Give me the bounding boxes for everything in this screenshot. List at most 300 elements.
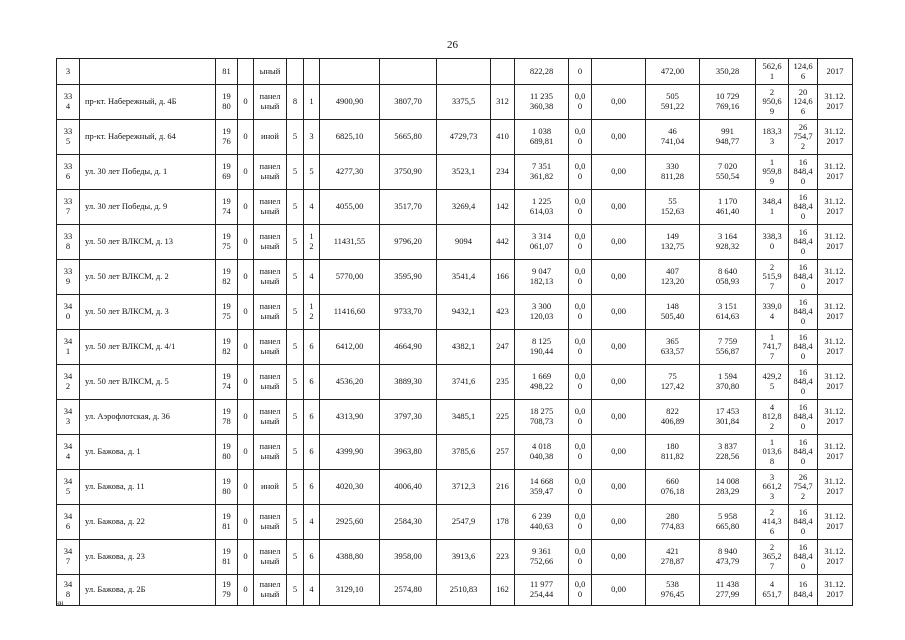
cell-residential-area: 4729,73 — [437, 120, 491, 155]
cell-fund-funds: 0,00 — [592, 505, 646, 540]
cell-year-reconstructed: 0 — [238, 225, 254, 260]
table-row — [57, 120, 853, 155]
cell-year-built: 19 74 — [216, 365, 238, 400]
cell-address: ул. Бажова, д. 11 — [80, 470, 216, 505]
cell-living-area: 4006,40 — [380, 470, 437, 505]
cell-address — [80, 59, 216, 85]
cell-total-cost: 4 018 040,38 — [515, 435, 569, 470]
cell-living-area: 3595,90 — [380, 260, 437, 295]
cell-living-area: 4664,90 — [380, 330, 437, 365]
cell-other-funds: 0,0 0 — [569, 330, 592, 365]
cell-row-number: 34 8 — [57, 575, 80, 606]
cell-residents: 247 — [491, 330, 515, 365]
cell-total-cost: 3 314 061,07 — [515, 225, 569, 260]
cell-year-reconstructed: 0 — [238, 575, 254, 606]
cell-wall-material: панел ьный — [254, 260, 287, 295]
cell-residential-area: 4382,1 — [437, 330, 491, 365]
cell-floors: 5 — [287, 365, 304, 400]
footer-mark: нн — [56, 599, 64, 607]
cell-owner-funds: 14 008 283,29 — [700, 470, 756, 505]
cell-total-area: 5770,00 — [320, 260, 380, 295]
page-number: 26 — [447, 39, 458, 51]
cell-row-number: 33 7 — [57, 190, 80, 225]
cell-row-number: 33 5 — [57, 120, 80, 155]
cell-total-area: 4900,90 — [320, 85, 380, 120]
cell-residential-area: 3741,6 — [437, 365, 491, 400]
cell-row-number: 33 6 — [57, 155, 80, 190]
cell-owner-funds: 8 640 058,93 — [700, 260, 756, 295]
cell-wall-material: панел ьный — [254, 295, 287, 330]
cell-entrances: 1 2 — [304, 295, 320, 330]
cell-fund-funds: 0,00 — [592, 260, 646, 295]
cell-regional-funds: 421 278,87 — [646, 540, 700, 575]
cell-residential-area: 3485,1 — [437, 400, 491, 435]
cell-total-cost: 3 300 120,03 — [515, 295, 569, 330]
cell-residents: 312 — [491, 85, 515, 120]
cell-fund-funds: 0,00 — [592, 120, 646, 155]
cell-year-built: 19 79 — [216, 575, 238, 606]
cell-fund-funds: 0,00 — [592, 400, 646, 435]
cell-deadline: 31.12. 2017 — [818, 435, 853, 470]
cell-owner-funds: 1 594 370,80 — [700, 365, 756, 400]
cell-address: ул. 50 лет ВЛКСМ, д. 2 — [80, 260, 216, 295]
cell-cost-per-sqm: 183,3 3 — [756, 120, 789, 155]
cell-owner-funds: 991 948,77 — [700, 120, 756, 155]
cell-owner-funds: 17 453 301,84 — [700, 400, 756, 435]
cell-max-cost-per-sqm: 16 848,4 — [789, 575, 818, 606]
table-row — [57, 260, 853, 295]
cell-deadline: 31.12. 2017 — [818, 85, 853, 120]
cell-residents: 410 — [491, 120, 515, 155]
cell-cost-per-sqm: 2 515,9 7 — [756, 260, 789, 295]
cell-year-built: 19 75 — [216, 295, 238, 330]
cell-fund-funds: 0,00 — [592, 435, 646, 470]
cell-living-area — [380, 59, 437, 85]
cell-year-reconstructed: 0 — [238, 120, 254, 155]
table-row — [57, 470, 853, 505]
cell-floors: 5 — [287, 225, 304, 260]
cell-living-area: 5665,80 — [380, 120, 437, 155]
cell-total-area: 4277,30 — [320, 155, 380, 190]
cell-total-cost: 11 977 254,44 — [515, 575, 569, 606]
cell-owner-funds: 7 759 556,87 — [700, 330, 756, 365]
cell-max-cost-per-sqm: 26 754,7 2 — [789, 120, 818, 155]
cell-deadline: 31.12. 2017 — [818, 295, 853, 330]
cell-cost-per-sqm: 3 661,2 3 — [756, 470, 789, 505]
cell-floors: 5 — [287, 575, 304, 606]
cell-deadline: 31.12. 2017 — [818, 155, 853, 190]
cell-living-area: 3889,30 — [380, 365, 437, 400]
cell-other-funds: 0,0 0 — [569, 155, 592, 190]
table-row — [57, 225, 853, 260]
cell-address: пр-кт. Набережный, д. 4Б — [80, 85, 216, 120]
cell-residents: 162 — [491, 575, 515, 606]
cell-regional-funds: 505 591,22 — [646, 85, 700, 120]
cell-total-cost: 9 361 752,66 — [515, 540, 569, 575]
cell-year-reconstructed: 0 — [238, 295, 254, 330]
cell-owner-funds: 350,28 — [700, 59, 756, 85]
cell-residents: 423 — [491, 295, 515, 330]
cell-owner-funds: 8 940 473,79 — [700, 540, 756, 575]
cell-fund-funds: 0,00 — [592, 155, 646, 190]
cell-max-cost-per-sqm: 26 754,7 2 — [789, 470, 818, 505]
cell-row-number: 33 4 — [57, 85, 80, 120]
cell-residents — [491, 59, 515, 85]
cell-row-number: 33 8 — [57, 225, 80, 260]
cell-cost-per-sqm: 348,4 1 — [756, 190, 789, 225]
cell-entrances: 6 — [304, 540, 320, 575]
cell-regional-funds: 538 976,45 — [646, 575, 700, 606]
cell-total-area: 6825,10 — [320, 120, 380, 155]
cell-residents: 235 — [491, 365, 515, 400]
cell-wall-material: панел ьный — [254, 505, 287, 540]
cell-total-cost: 9 047 182,13 — [515, 260, 569, 295]
cell-wall-material: панел ьный — [254, 540, 287, 575]
cell-year-built: 19 80 — [216, 470, 238, 505]
cell-address: ул. 50 лет ВЛКСМ, д. 4/1 — [80, 330, 216, 365]
cell-residents: 142 — [491, 190, 515, 225]
table-body — [57, 59, 853, 606]
cell-year-reconstructed: 0 — [238, 85, 254, 120]
cell-residential-area: 2510,83 — [437, 575, 491, 606]
cell-deadline: 31.12. 2017 — [818, 225, 853, 260]
table-row — [57, 155, 853, 190]
cell-other-funds: 0 — [569, 59, 592, 85]
cell-cost-per-sqm: 562,6 1 — [756, 59, 789, 85]
cell-row-number: 34 4 — [57, 435, 80, 470]
cell-year-reconstructed: 0 — [238, 190, 254, 225]
cell-address: пр-кт. Набережный, д. 64 — [80, 120, 216, 155]
cell-year-reconstructed: 0 — [238, 400, 254, 435]
cell-residential-area: 3712,3 — [437, 470, 491, 505]
cell-regional-funds: 660 076,18 — [646, 470, 700, 505]
cell-residents: 223 — [491, 540, 515, 575]
cell-fund-funds: 0,00 — [592, 190, 646, 225]
cell-living-area: 3807,70 — [380, 85, 437, 120]
cell-deadline: 31.12. 2017 — [818, 330, 853, 365]
cell-address: ул. 50 лет ВЛКСМ, д. 3 — [80, 295, 216, 330]
cell-cost-per-sqm: 2 365,2 7 — [756, 540, 789, 575]
cell-residential-area: 3375,5 — [437, 85, 491, 120]
cell-max-cost-per-sqm: 16 848,4 0 — [789, 295, 818, 330]
cell-regional-funds: 280 774,83 — [646, 505, 700, 540]
cell-fund-funds: 0,00 — [592, 540, 646, 575]
cell-residents: 166 — [491, 260, 515, 295]
cell-wall-material: панел ьный — [254, 225, 287, 260]
cell-year-built: 19 81 — [216, 540, 238, 575]
cell-cost-per-sqm: 1 013,6 8 — [756, 435, 789, 470]
cell-wall-material: панел ьный — [254, 365, 287, 400]
cell-total-area: 3129,10 — [320, 575, 380, 606]
cell-year-reconstructed: 0 — [238, 330, 254, 365]
cell-other-funds: 0,0 0 — [569, 365, 592, 400]
cell-year-reconstructed: 0 — [238, 540, 254, 575]
cell-other-funds: 0,0 0 — [569, 85, 592, 120]
cell-row-number: 34 3 — [57, 400, 80, 435]
cell-deadline: 31.12. 2017 — [818, 400, 853, 435]
cell-address: ул. 30 лет Победы, д. 9 — [80, 190, 216, 225]
cell-other-funds: 0,0 0 — [569, 120, 592, 155]
cell-other-funds: 0,0 0 — [569, 505, 592, 540]
cell-owner-funds: 11 438 277,99 — [700, 575, 756, 606]
cell-regional-funds: 365 633,57 — [646, 330, 700, 365]
cell-year-reconstructed: 0 — [238, 260, 254, 295]
cell-owner-funds: 3 837 228,56 — [700, 435, 756, 470]
cell-fund-funds: 0,00 — [592, 330, 646, 365]
cell-address: ул. Бажова, д. 22 — [80, 505, 216, 540]
cell-year-reconstructed: 0 — [238, 155, 254, 190]
cell-residential-area — [437, 59, 491, 85]
cell-regional-funds: 330 811,28 — [646, 155, 700, 190]
cell-total-area: 4313,90 — [320, 400, 380, 435]
cell-fund-funds: 0,00 — [592, 225, 646, 260]
cell-living-area: 3517,70 — [380, 190, 437, 225]
housing-table-container — [56, 58, 852, 599]
cell-residential-area: 9094 — [437, 225, 491, 260]
cell-other-funds: 0,0 0 — [569, 190, 592, 225]
cell-row-number: 34 6 — [57, 505, 80, 540]
cell-other-funds: 0,0 0 — [569, 575, 592, 606]
table-row — [57, 85, 853, 120]
cell-address: ул. 50 лет ВЛКСМ, д. 13 — [80, 225, 216, 260]
cell-row-number: 34 1 — [57, 330, 80, 365]
cell-address: ул. Аэрофлотская, д. 36 — [80, 400, 216, 435]
cell-year-built: 19 78 — [216, 400, 238, 435]
table-row — [57, 575, 853, 606]
cell-wall-material: панел ьный — [254, 85, 287, 120]
cell-total-cost: 11 235 360,38 — [515, 85, 569, 120]
cell-fund-funds: 0,00 — [592, 470, 646, 505]
cell-other-funds: 0,0 0 — [569, 400, 592, 435]
cell-total-cost: 7 351 361,82 — [515, 155, 569, 190]
table-row — [57, 330, 853, 365]
cell-max-cost-per-sqm: 16 848,4 0 — [789, 435, 818, 470]
cell-floors: 5 — [287, 435, 304, 470]
cell-address: ул. Бажова, д. 23 — [80, 540, 216, 575]
cell-row-number: 34 5 — [57, 470, 80, 505]
cell-year-built: 19 82 — [216, 260, 238, 295]
cell-cost-per-sqm: 2 414,3 6 — [756, 505, 789, 540]
cell-entrances: 6 — [304, 330, 320, 365]
cell-year-reconstructed: 0 — [238, 365, 254, 400]
cell-residential-area: 3523,1 — [437, 155, 491, 190]
cell-owner-funds: 5 958 665,80 — [700, 505, 756, 540]
cell-deadline: 31.12. 2017 — [818, 120, 853, 155]
cell-residents: 225 — [491, 400, 515, 435]
cell-year-built: 19 81 — [216, 505, 238, 540]
cell-other-funds: 0,0 0 — [569, 260, 592, 295]
cell-wall-material: иной — [254, 120, 287, 155]
cell-owner-funds: 10 729 769,16 — [700, 85, 756, 120]
cell-regional-funds: 822 406,89 — [646, 400, 700, 435]
cell-year-built: 19 75 — [216, 225, 238, 260]
cell-address: ул. Бажова, д. 2Б — [80, 575, 216, 606]
cell-entrances: 3 — [304, 120, 320, 155]
cell-row-number: 34 7 — [57, 540, 80, 575]
table-row — [57, 365, 853, 400]
table-row — [57, 190, 853, 225]
cell-entrances: 6 — [304, 365, 320, 400]
cell-year-built: 19 82 — [216, 330, 238, 365]
cell-entrances: 4 — [304, 575, 320, 606]
cell-total-cost: 18 275 708,73 — [515, 400, 569, 435]
cell-residents: 442 — [491, 225, 515, 260]
cell-year-built: 19 80 — [216, 435, 238, 470]
cell-floors: 5 — [287, 400, 304, 435]
cell-wall-material: панел ьный — [254, 155, 287, 190]
cell-floors: 5 — [287, 260, 304, 295]
cell-deadline: 2017 — [818, 59, 853, 85]
cell-regional-funds: 472,00 — [646, 59, 700, 85]
cell-owner-funds: 1 170 461,40 — [700, 190, 756, 225]
cell-regional-funds: 46 741,04 — [646, 120, 700, 155]
cell-year-built: 81 — [216, 59, 238, 85]
cell-row-number: 34 2 — [57, 365, 80, 400]
cell-address: ул. 50 лет ВЛКСМ, д. 5 — [80, 365, 216, 400]
cell-deadline: 31.12. 2017 — [818, 575, 853, 606]
cell-total-area: 4388,80 — [320, 540, 380, 575]
cell-deadline: 31.12. 2017 — [818, 505, 853, 540]
cell-wall-material: иной — [254, 470, 287, 505]
cell-entrances: 4 — [304, 260, 320, 295]
cell-wall-material: панел ьный — [254, 400, 287, 435]
cell-floors: 5 — [287, 190, 304, 225]
cell-living-area: 3797,30 — [380, 400, 437, 435]
cell-year-built: 19 74 — [216, 190, 238, 225]
cell-owner-funds: 3 164 928,32 — [700, 225, 756, 260]
table-row — [57, 400, 853, 435]
cell-wall-material: панел ьный — [254, 435, 287, 470]
cell-max-cost-per-sqm: 16 848,4 0 — [789, 505, 818, 540]
cell-floors: 5 — [287, 155, 304, 190]
cell-residential-area: 2547,9 — [437, 505, 491, 540]
cell-floors — [287, 59, 304, 85]
cell-year-reconstructed: 0 — [238, 435, 254, 470]
cell-total-area: 4020,30 — [320, 470, 380, 505]
cell-floors: 8 — [287, 85, 304, 120]
cell-regional-funds: 75 127,42 — [646, 365, 700, 400]
cell-living-area: 3958,00 — [380, 540, 437, 575]
cell-floors: 5 — [287, 540, 304, 575]
cell-cost-per-sqm: 4 812,8 2 — [756, 400, 789, 435]
cell-entrances: 6 — [304, 400, 320, 435]
cell-row-number: 34 0 — [57, 295, 80, 330]
cell-residential-area: 3913,6 — [437, 540, 491, 575]
cell-max-cost-per-sqm: 20 124,6 6 — [789, 85, 818, 120]
table-row — [57, 59, 853, 85]
cell-cost-per-sqm: 429,2 5 — [756, 365, 789, 400]
table-row — [57, 295, 853, 330]
cell-deadline: 31.12. 2017 — [818, 260, 853, 295]
cell-year-reconstructed: 0 — [238, 505, 254, 540]
cell-max-cost-per-sqm: 16 848,4 0 — [789, 225, 818, 260]
cell-living-area: 9733,70 — [380, 295, 437, 330]
cell-entrances: 4 — [304, 190, 320, 225]
cell-deadline: 31.12. 2017 — [818, 540, 853, 575]
cell-max-cost-per-sqm: 16 848,4 0 — [789, 400, 818, 435]
cell-floors: 5 — [287, 330, 304, 365]
cell-fund-funds — [592, 59, 646, 85]
cell-entrances — [304, 59, 320, 85]
cell-wall-material: панел ьный — [254, 330, 287, 365]
cell-regional-funds: 407 123,20 — [646, 260, 700, 295]
cell-regional-funds: 55 152,63 — [646, 190, 700, 225]
cell-floors: 5 — [287, 120, 304, 155]
cell-residents: 257 — [491, 435, 515, 470]
cell-owner-funds: 3 151 614,63 — [700, 295, 756, 330]
cell-max-cost-per-sqm: 16 848,4 0 — [789, 260, 818, 295]
cell-total-cost: 1 225 614,03 — [515, 190, 569, 225]
cell-deadline: 31.12. 2017 — [818, 470, 853, 505]
cell-max-cost-per-sqm: 16 848,4 0 — [789, 365, 818, 400]
cell-max-cost-per-sqm: 16 848,4 0 — [789, 190, 818, 225]
cell-total-area: 4399,90 — [320, 435, 380, 470]
cell-max-cost-per-sqm: 16 848,4 0 — [789, 155, 818, 190]
cell-wall-material: ыный — [254, 59, 287, 85]
cell-regional-funds: 180 811,82 — [646, 435, 700, 470]
cell-cost-per-sqm: 1 959,8 9 — [756, 155, 789, 190]
cell-residential-area: 3541,4 — [437, 260, 491, 295]
cell-fund-funds: 0,00 — [592, 575, 646, 606]
cell-total-area: 6412,00 — [320, 330, 380, 365]
cell-wall-material: панел ьный — [254, 575, 287, 606]
cell-residents: 178 — [491, 505, 515, 540]
cell-max-cost-per-sqm: 124,6 6 — [789, 59, 818, 85]
cell-entrances: 5 — [304, 155, 320, 190]
cell-entrances: 6 — [304, 470, 320, 505]
cell-regional-funds: 149 132,75 — [646, 225, 700, 260]
cell-floors: 5 — [287, 505, 304, 540]
cell-floors: 5 — [287, 470, 304, 505]
cell-regional-funds: 148 505,40 — [646, 295, 700, 330]
cell-residents: 216 — [491, 470, 515, 505]
cell-other-funds: 0,0 0 — [569, 540, 592, 575]
cell-total-area: 11431,55 — [320, 225, 380, 260]
cell-total-cost: 1 038 689,81 — [515, 120, 569, 155]
cell-cost-per-sqm: 4 651,7 — [756, 575, 789, 606]
cell-total-area — [320, 59, 380, 85]
cell-total-cost: 8 125 190,44 — [515, 330, 569, 365]
cell-total-cost: 1 669 498,22 — [515, 365, 569, 400]
cell-deadline: 31.12. 2017 — [818, 190, 853, 225]
cell-living-area: 2584,30 — [380, 505, 437, 540]
cell-other-funds: 0,0 0 — [569, 435, 592, 470]
cell-fund-funds: 0,00 — [592, 365, 646, 400]
cell-year-built: 19 69 — [216, 155, 238, 190]
cell-residential-area: 9432,1 — [437, 295, 491, 330]
cell-fund-funds: 0,00 — [592, 295, 646, 330]
cell-year-built: 19 80 — [216, 85, 238, 120]
cell-cost-per-sqm: 338,3 0 — [756, 225, 789, 260]
cell-address: ул. Бажова, д. 1 — [80, 435, 216, 470]
cell-other-funds: 0,0 0 — [569, 295, 592, 330]
cell-year-reconstructed: 0 — [238, 470, 254, 505]
cell-living-area: 2574,80 — [380, 575, 437, 606]
cell-year-built: 19 76 — [216, 120, 238, 155]
cell-entrances: 6 — [304, 435, 320, 470]
table-row — [57, 435, 853, 470]
cell-other-funds: 0,0 0 — [569, 225, 592, 260]
cell-row-number: 3 — [57, 59, 80, 85]
cell-address: ул. 30 лет Победы, д. 1 — [80, 155, 216, 190]
cell-deadline: 31.12. 2017 — [818, 365, 853, 400]
cell-fund-funds: 0,00 — [592, 85, 646, 120]
cell-total-area: 4536,20 — [320, 365, 380, 400]
cell-living-area: 3963,80 — [380, 435, 437, 470]
cell-living-area: 9796,20 — [380, 225, 437, 260]
cell-max-cost-per-sqm: 16 848,4 0 — [789, 330, 818, 365]
cell-residential-area: 3785,6 — [437, 435, 491, 470]
